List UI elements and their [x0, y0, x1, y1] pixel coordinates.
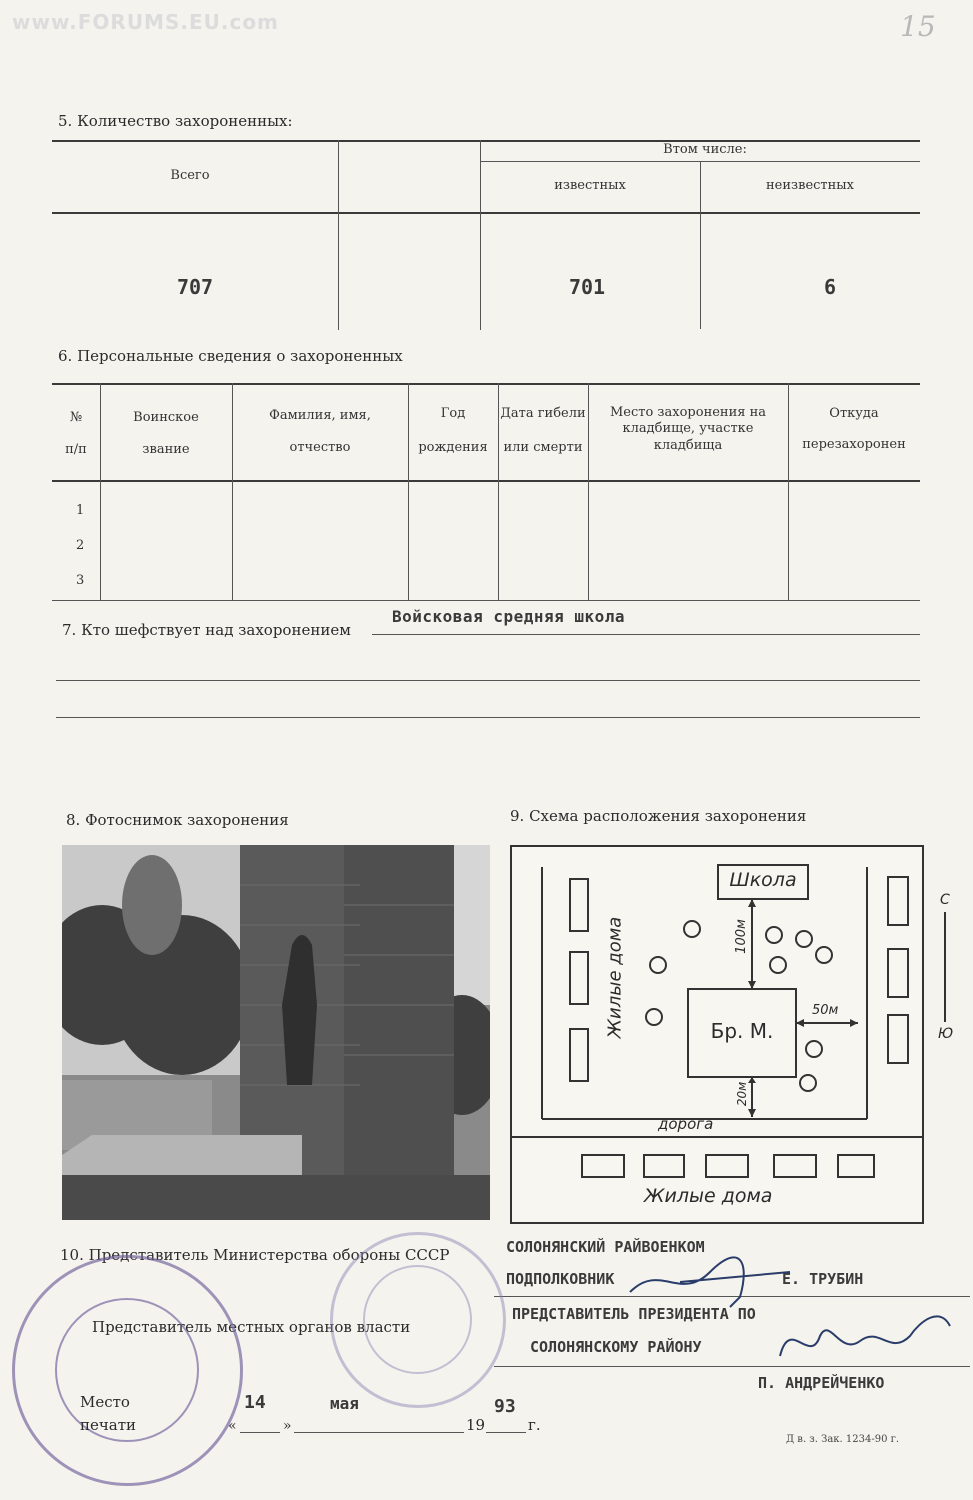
- col-year-b: рождения: [418, 440, 488, 455]
- table-rule: [480, 140, 481, 330]
- table-rule: [100, 383, 101, 600]
- north-label: С: [940, 892, 950, 908]
- south-label: Ю: [938, 1026, 954, 1042]
- col-name-b: отчество: [289, 440, 351, 455]
- table-rule: [788, 383, 789, 600]
- col-year-a: Год: [440, 406, 466, 421]
- monument-label: Бр. М.: [710, 1019, 774, 1043]
- road-label: дорога: [658, 1115, 714, 1133]
- section8-title: 8. Фотоснимок захоронения: [66, 811, 289, 829]
- table-rule: [408, 383, 409, 600]
- section9-title: 9. Схема расположения захоронения: [510, 807, 807, 825]
- fill-line: [372, 634, 920, 635]
- stamp1-line2: ПОДПОЛКОВНИК: [506, 1270, 615, 1288]
- table-rule: [338, 140, 339, 330]
- table-rule: [52, 480, 920, 482]
- location-scheme: [510, 845, 924, 1224]
- col-rank-b: звание: [142, 442, 190, 457]
- section10-mod-label: 10. Представитель Министерства обороны СССР: [60, 1246, 450, 1264]
- stamp1-line1: СОЛОНЯНСКИЙ РАЙВОЕНКОМ: [506, 1238, 705, 1256]
- table-rule: [700, 161, 701, 329]
- col-place: Место захоронения на кладбище, участке кладбища: [609, 405, 767, 453]
- distance-50-label: 50м: [812, 1003, 839, 1018]
- official-seal-left: [12, 1255, 243, 1486]
- page-number: 15: [900, 10, 936, 43]
- stamp2-line1: ПРЕДСТАВИТЕЛЬ ПРЕЗИДЕНТА ПО: [512, 1305, 756, 1323]
- count-known: 701: [568, 275, 606, 299]
- header-unknown: неизвестных: [766, 178, 854, 193]
- col-from-b: перезахоронен: [802, 437, 906, 452]
- table-rule: [52, 383, 920, 385]
- section7-label: 7. Кто шефствует над захоронением: [62, 621, 351, 639]
- table-rule: [588, 383, 589, 600]
- distance-20-label: 20м: [735, 1081, 750, 1107]
- place-label-a: Место: [80, 1393, 130, 1411]
- stamp2-name: П. АНДРЕЙЧЕНКО: [758, 1374, 885, 1392]
- school-label: Школа: [729, 869, 797, 891]
- col-num-a: №: [69, 410, 83, 425]
- table-rule: [232, 383, 233, 600]
- stamp1-name: Е. ТРУБИН: [782, 1270, 864, 1288]
- col-death-b: или смерти: [503, 440, 583, 455]
- date-day: 14: [244, 1392, 266, 1413]
- section10-local-label: Представитель местных органов власти: [92, 1318, 411, 1336]
- watermark: www.FORUMS.EU.com: [12, 10, 279, 34]
- distance-100-label: 100м: [733, 919, 749, 954]
- count-unknown: 6: [823, 275, 837, 299]
- fill-line: [56, 680, 920, 681]
- col-from-a: Откуда: [829, 406, 879, 421]
- north-south-arrow: [944, 912, 946, 1022]
- fill-line: [240, 1432, 280, 1433]
- count-total: 707: [176, 275, 214, 299]
- date-suffix: г.: [528, 1416, 541, 1434]
- signature-local: [770, 1296, 960, 1376]
- col-name-a: Фамилия, имя,: [269, 408, 371, 423]
- date-year-suffix: 93: [494, 1396, 516, 1417]
- memorial-photo: [62, 845, 490, 1220]
- patron-value: Войсковая средняя школа: [392, 607, 626, 626]
- row-number: 3: [76, 573, 85, 588]
- col-death-a: Дата гибели: [500, 406, 586, 421]
- row-number: 1: [76, 503, 85, 518]
- date-month: мая: [330, 1394, 359, 1413]
- date-open-quote: «: [228, 1418, 237, 1434]
- fill-line: [486, 1432, 526, 1433]
- header-including: Втом числе:: [663, 142, 747, 157]
- section5-title: 5. Количество захороненных:: [58, 112, 293, 130]
- fill-line: [294, 1432, 464, 1433]
- row-number: 2: [76, 538, 85, 553]
- stamp2-line2: СОЛОНЯНСКОМУ РАЙОНУ: [530, 1338, 702, 1356]
- section6-title: 6. Персональные сведения о захороненных: [58, 347, 403, 365]
- houses-bottom-label: Жилые дома: [644, 1185, 773, 1207]
- col-rank-a: Воинское: [133, 410, 199, 425]
- header-known: известных: [554, 178, 626, 193]
- fill-line: [56, 717, 920, 718]
- place-label-b: печати: [80, 1416, 137, 1434]
- footer-code: Д в. з. Зак. 1234-90 г.: [786, 1434, 900, 1445]
- col-num-b: п/п: [65, 442, 87, 457]
- official-seal-center: [330, 1232, 506, 1408]
- houses-left-label: Жилые дома: [604, 916, 626, 1039]
- table-rule: [52, 600, 920, 601]
- date-year-prefix: 19: [466, 1416, 486, 1434]
- date-close-quote: »: [283, 1418, 292, 1434]
- table-rule: [52, 212, 920, 214]
- header-total: Всего: [170, 168, 210, 183]
